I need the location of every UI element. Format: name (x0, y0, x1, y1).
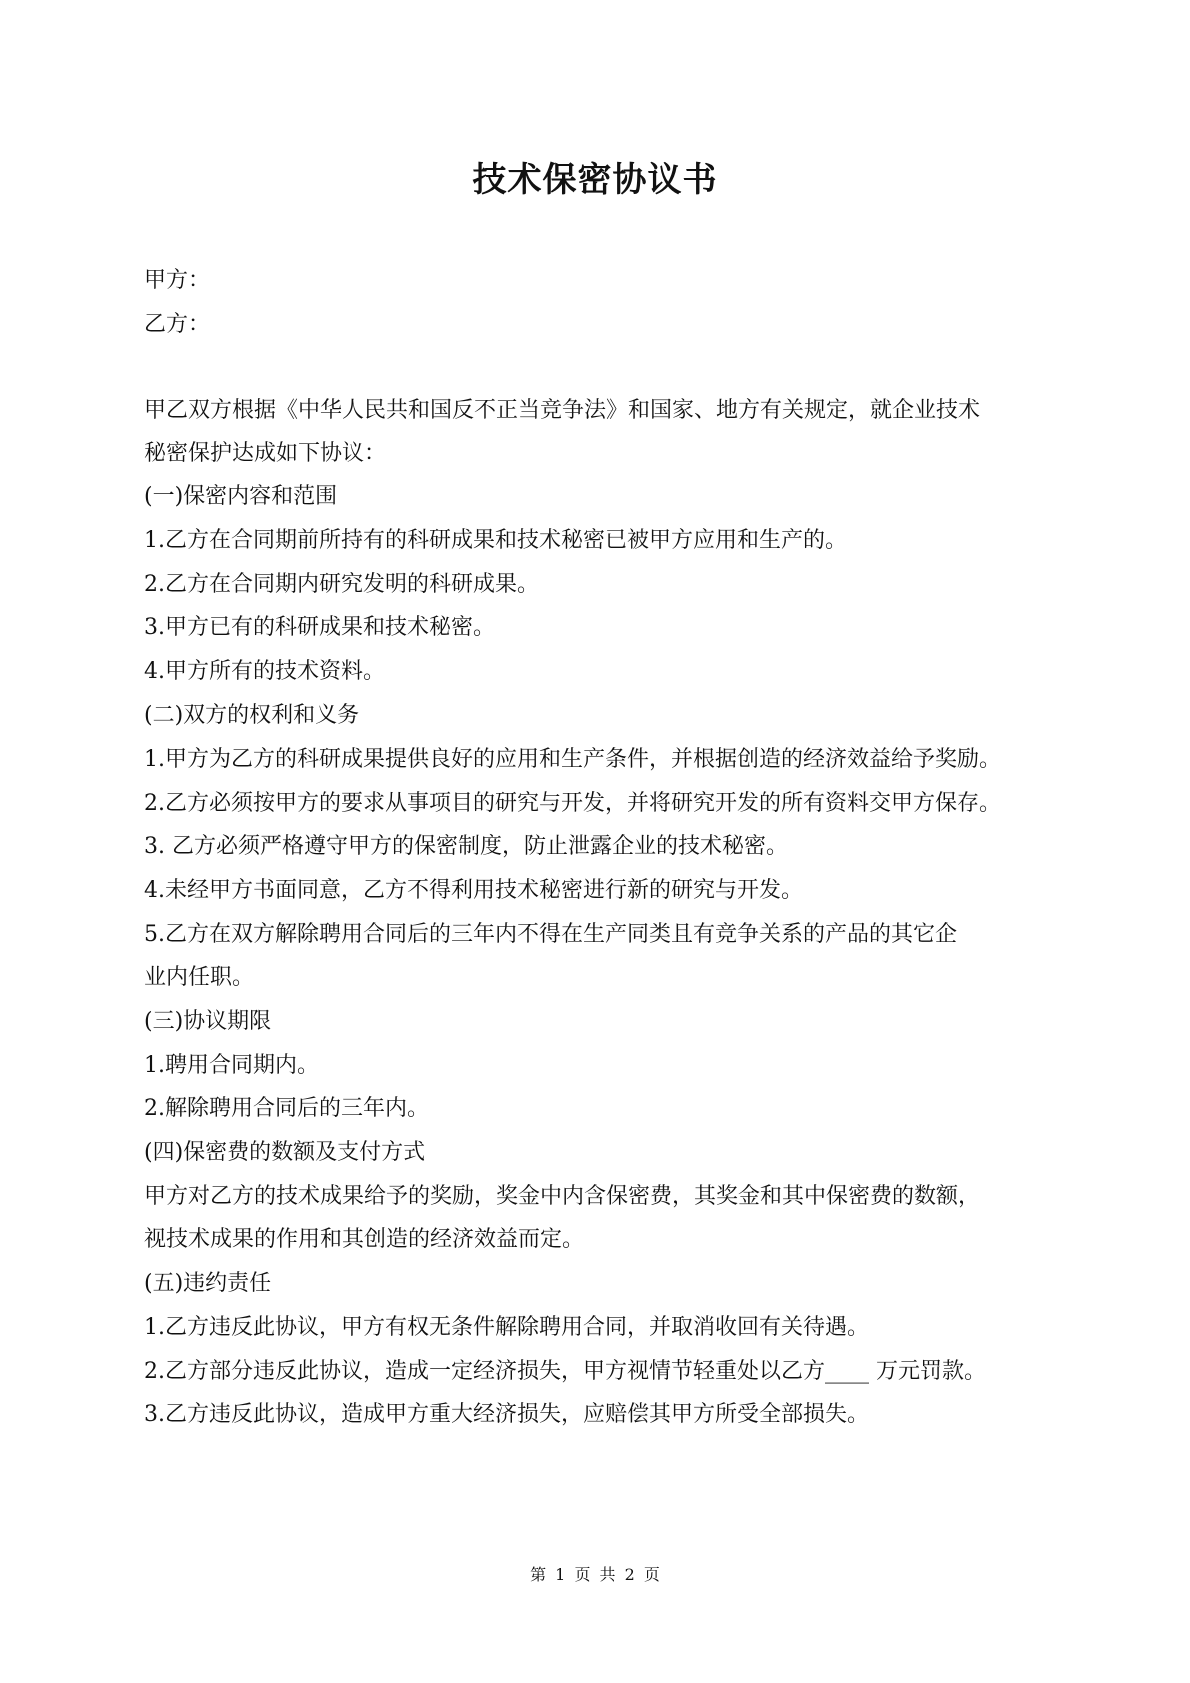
clause-1-1: 1.乙方在合同期前所持有的科研成果和技术秘密已被甲方应用和生产的。 (144, 528, 847, 553)
clause-2-2: 2.乙方必须按甲方的要求从事项目的研究与开发，并将研究开发的所有资料交甲方保存。 (144, 791, 1001, 816)
clause-1-3: 3.甲方已有的科研成果和技术秘密。 (144, 615, 495, 640)
page-footer: 第 1 页 共 2 页 (530, 1565, 660, 1584)
clause-5-3: 3.乙方违反此协议，造成甲方重大经济损失，应赔偿其甲方所受全部损失。 (144, 1402, 869, 1427)
clause-2-1: 1.甲方为乙方的科研成果提供良好的应用和生产条件，并根据创造的经济效益给予奖励。 (144, 747, 1001, 772)
party-b-line: 乙方： (144, 312, 211, 337)
document-title: 技术保密协议书 (472, 160, 718, 200)
section-heading-1: (一)保密内容和范围 (144, 484, 338, 509)
clause-2-5-line-2: 业内任职。 (144, 965, 255, 990)
preamble-line-2: 秘密保护达成如下协议： (144, 441, 387, 466)
clause-2-4: 4.未经甲方书面同意，乙方不得利用技术秘密进行新的研究与开发。 (144, 878, 803, 903)
section-heading-5: (五)违约责任 (144, 1271, 272, 1296)
clause-3-2: 2.解除聘用合同后的三年内。 (144, 1096, 429, 1121)
preamble-line-1: 甲乙双方根据《中华人民共和国反不正当竞争法》和国家、地方有关规定，就企业技术 (144, 398, 981, 423)
clause-5-1: 1.乙方违反此协议，甲方有权无条件解除聘用合同，并取消收回有关待遇。 (144, 1315, 869, 1340)
party-a-line: 甲方： (144, 268, 211, 293)
section-heading-2: (二)双方的权利和义务 (144, 703, 360, 728)
clause-3-1: 1.聘用合同期内。 (144, 1053, 319, 1078)
clause-1-4: 4.甲方所有的技术资料。 (144, 659, 385, 684)
clause-5-2: 2.乙方部分违反此协议，造成一定经济损失，甲方视情节轻重处以乙方____ 万元罚款。 (144, 1359, 986, 1384)
clause-2-3: 3. 乙方必须严格遵守甲方的保密制度，防止泄露企业的技术秘密。 (144, 834, 788, 859)
section-heading-4: (四)保密费的数额及支付方式 (144, 1140, 426, 1165)
clause-1-2: 2.乙方在合同期内研究发明的科研成果。 (144, 572, 539, 597)
clause-2-5-line-1: 5.乙方在双方解除聘用合同后的三年内不得在生产同类且有竞争关系的产品的其它企 (144, 922, 957, 947)
section-heading-3: (三)协议期限 (144, 1009, 272, 1034)
clause-4-line-1: 甲方对乙方的技术成果给予的奖励，奖金中内含保密费，其奖金和其中保密费的数额， (144, 1184, 981, 1209)
clause-4-line-2: 视技术成果的作用和其创造的经济效益而定。 (144, 1227, 585, 1252)
